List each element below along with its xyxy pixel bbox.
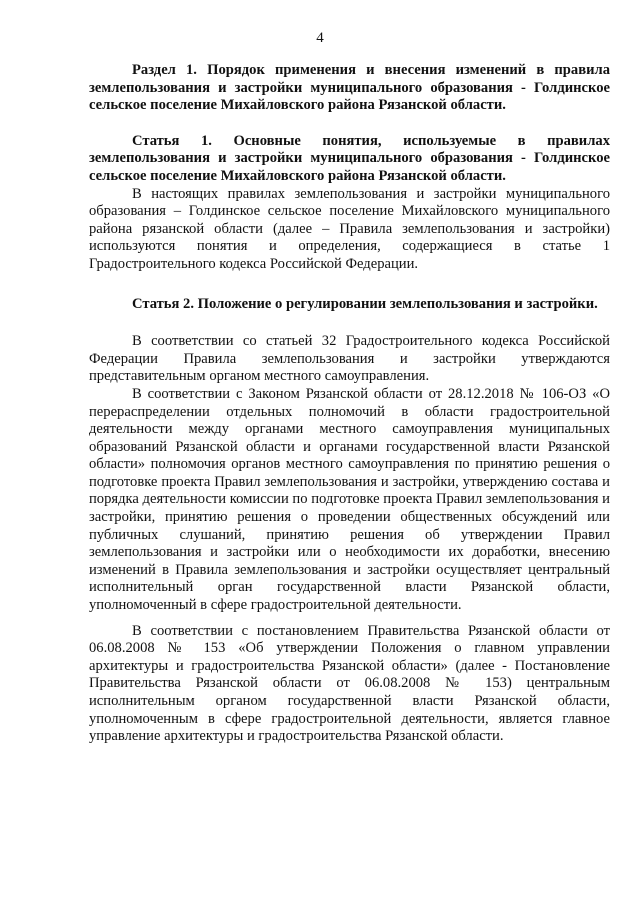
article-1-heading: Статья 1. Основные понятия, используемые в правилах землепользования и застройки муниципального образования - Голдинское сельское поселение Михайловского района Рязанской области. bbox=[89, 132, 610, 184]
page-number: 4 bbox=[316, 30, 324, 46]
article-2-paragraph-2: В соответствии с Законом Рязанской области от 28.12.2018 № 106-ОЗ «О перераспределении отдельных полномочий в области градостроительной деятельности между органами местного самоуправления муниципальных образований Рязанской области и органами государственной власти Рязанской области» полномочия органов местного самоуправления по принятию решения о подготовке проекта Правил землепользования и застройки, утверждению состава и порядка деятельности комиссии по подготовке проекта Правил землепользования и застройки, принятию решения о проведении общественных обсуждений или публичных слушаний, принятию решения об утверждении Правил землепользования и застройки или о необходимости их доработки, внесению изменений в Правила землепользования и застройки осуществляет центральный исполнительный орган государственной власти Рязанской области, уполномоченный в сфере градостроительной деятельности. bbox=[89, 385, 610, 614]
article-1-paragraph: В настоящих правилах землепользования и застройки муниципального образования – Голдинское сельское поселение Михайловского муниципального района рязанской области (далее – Правила землепользования и застройки) используются понятия и определения, содержащиеся в статье 1 Градостроительного кодекса Российской Федерации. bbox=[89, 185, 610, 272]
article-2-paragraph-3: В соответствии с постановлением Правительства Рязанской области от 06.08.2008 № 153 «Об утверждении Положения о главном управлении архитектуры и градостроительства Рязанской области» (далее - Постановление Правительства Рязанской области от 06.08.2008 № 153) центральным исполнительным органом государственной власти Рязанской области, уполномоченным в сфере градостроительной деятельности, является главное управление архитектуры и градостроительства Рязанской области. bbox=[89, 622, 610, 745]
page-content bbox=[89, 62, 610, 746]
article-2-paragraph-1: В соответствии со статьей 32 Градостроительного кодекса Российской Федерации Правила землепользования и застройки утверждаются представительным органом местного самоуправления. bbox=[89, 333, 610, 385]
article-2-heading: Статья 2. Положение о регулировании землепользования и застройки. bbox=[132, 295, 598, 312]
section-heading: Раздел 1. Порядок применения и внесения изменений в правила землепользования и застройки муниципального образования - Голдинское сельское поселение Михайловского района Рязанской области. bbox=[89, 62, 610, 114]
